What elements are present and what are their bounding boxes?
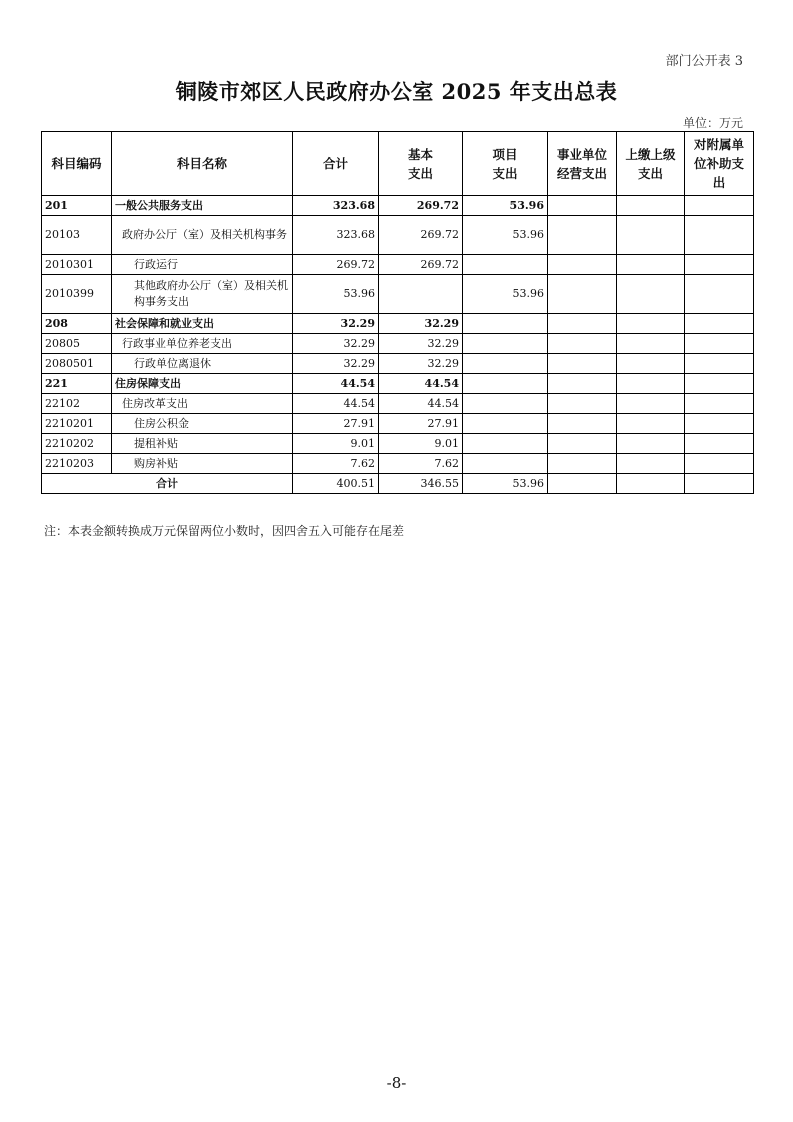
total-project: 53.96	[463, 474, 548, 494]
total-basic: 346.55	[379, 474, 463, 494]
row-name: 行政运行	[112, 255, 293, 275]
page-label: 部门公开表 3	[665, 54, 743, 69]
table-row	[42, 454, 754, 474]
row-basic: 269.72	[379, 216, 463, 255]
row-subsidiary	[685, 314, 754, 334]
table-row	[42, 434, 754, 454]
page-title: 铜陵市郊区人民政府办公室 2025 年支出总表	[175, 79, 618, 104]
row-total: 323.68	[293, 196, 379, 216]
row-project	[463, 334, 548, 354]
row-project: 53.96	[463, 216, 548, 255]
row-upper	[617, 434, 685, 454]
row-project	[463, 414, 548, 434]
header-name: 科目名称	[112, 132, 293, 196]
row-upper	[617, 216, 685, 255]
row-code: 2210202	[42, 434, 112, 454]
row-total: 44.54	[293, 374, 379, 394]
table-row	[42, 334, 754, 354]
row-name: 住房保障支出	[112, 374, 293, 394]
row-total: 9.01	[293, 434, 379, 454]
row-total: 27.91	[293, 414, 379, 434]
row-code: 20103	[42, 216, 112, 255]
row-business	[548, 454, 617, 474]
header-basic: 基本支出	[379, 132, 463, 196]
table-row	[42, 354, 754, 374]
row-code: 201	[42, 196, 112, 216]
row-code: 2010399	[42, 275, 112, 314]
row-name: 住房改革支出	[112, 394, 293, 414]
row-project	[463, 314, 548, 334]
row-subsidiary	[685, 196, 754, 216]
table-row	[42, 314, 754, 334]
row-total: 44.54	[293, 394, 379, 414]
row-project: 53.96	[463, 196, 548, 216]
row-code: 20805	[42, 334, 112, 354]
row-subsidiary	[685, 454, 754, 474]
row-basic	[379, 275, 463, 314]
row-basic: 9.01	[379, 434, 463, 454]
row-subsidiary	[685, 354, 754, 374]
row-total: 7.62	[293, 454, 379, 474]
row-upper	[617, 255, 685, 275]
row-business	[548, 216, 617, 255]
row-basic: 32.29	[379, 354, 463, 374]
row-business	[548, 354, 617, 374]
total-subsidiary	[685, 474, 754, 494]
unit-label: 单位：万元	[682, 116, 743, 130]
table-row	[42, 216, 754, 255]
row-basic: 7.62	[379, 454, 463, 474]
table-row	[42, 374, 754, 394]
row-code: 22102	[42, 394, 112, 414]
total-row	[42, 474, 754, 494]
row-subsidiary	[685, 374, 754, 394]
header-project: 项目支出	[463, 132, 548, 196]
table-row	[42, 196, 754, 216]
row-business	[548, 434, 617, 454]
row-code: 2210201	[42, 414, 112, 434]
row-business	[548, 374, 617, 394]
total-label: 合计	[42, 474, 293, 494]
row-subsidiary	[685, 434, 754, 454]
row-upper	[617, 314, 685, 334]
row-project	[463, 255, 548, 275]
row-project	[463, 354, 548, 374]
row-business	[548, 255, 617, 275]
row-upper	[617, 275, 685, 314]
row-basic: 27.91	[379, 414, 463, 434]
row-upper	[617, 394, 685, 414]
row-subsidiary	[685, 334, 754, 354]
row-code: 2210203	[42, 454, 112, 474]
row-code: 2010301	[42, 255, 112, 275]
row-business	[548, 314, 617, 334]
row-total: 32.29	[293, 314, 379, 334]
header-business: 事业单位经营支出	[548, 132, 617, 196]
row-business	[548, 394, 617, 414]
row-upper	[617, 334, 685, 354]
row-upper	[617, 414, 685, 434]
row-name: 行政事业单位养老支出	[112, 334, 293, 354]
row-name: 提租补贴	[112, 434, 293, 454]
row-basic: 269.72	[379, 196, 463, 216]
header-upper: 上缴上级支出	[617, 132, 685, 196]
row-basic: 32.29	[379, 334, 463, 354]
row-upper	[617, 374, 685, 394]
table-header-row	[42, 132, 754, 196]
row-code: 2080501	[42, 354, 112, 374]
table-row	[42, 275, 754, 314]
row-subsidiary	[685, 275, 754, 314]
row-name: 一般公共服务支出	[112, 196, 293, 216]
footnote: 注：本表金额转换成万元保留两位小数时，因四舍五入可能存在尾差	[44, 524, 405, 538]
row-basic: 32.29	[379, 314, 463, 334]
row-subsidiary	[685, 216, 754, 255]
row-basic: 269.72	[379, 255, 463, 275]
page-number: -8-	[386, 1074, 407, 1092]
header-subsidiary: 对附属单位补助支出	[685, 132, 754, 196]
row-total: 323.68	[293, 216, 379, 255]
row-total: 32.29	[293, 354, 379, 374]
row-name: 行政单位离退休	[112, 354, 293, 374]
row-project	[463, 394, 548, 414]
table-row	[42, 255, 754, 275]
row-project	[463, 454, 548, 474]
row-business	[548, 414, 617, 434]
row-code: 208	[42, 314, 112, 334]
total-upper	[617, 474, 685, 494]
header-code: 科目编码	[42, 132, 112, 196]
header-total: 合计	[293, 132, 379, 196]
row-subsidiary	[685, 414, 754, 434]
table-row	[42, 414, 754, 434]
row-name: 住房公积金	[112, 414, 293, 434]
row-upper	[617, 354, 685, 374]
row-code: 221	[42, 374, 112, 394]
row-project: 53.96	[463, 275, 548, 314]
row-business	[548, 275, 617, 314]
row-total: 53.96	[293, 275, 379, 314]
row-project	[463, 374, 548, 394]
row-subsidiary	[685, 394, 754, 414]
row-subsidiary	[685, 255, 754, 275]
row-total: 32.29	[293, 334, 379, 354]
row-basic: 44.54	[379, 394, 463, 414]
row-upper	[617, 196, 685, 216]
row-total: 269.72	[293, 255, 379, 275]
table-row	[42, 394, 754, 414]
row-name: 社会保障和就业支出	[112, 314, 293, 334]
expenditure-table	[41, 131, 754, 494]
row-name: 政府办公厅（室）及相关机构事务	[112, 216, 293, 255]
row-business	[548, 334, 617, 354]
total-total: 400.51	[293, 474, 379, 494]
row-project	[463, 434, 548, 454]
total-business	[548, 474, 617, 494]
row-business	[548, 196, 617, 216]
row-name: 购房补贴	[112, 454, 293, 474]
row-basic: 44.54	[379, 374, 463, 394]
row-name: 其他政府办公厅（室）及相关机构事务支出	[112, 275, 293, 314]
row-upper	[617, 454, 685, 474]
